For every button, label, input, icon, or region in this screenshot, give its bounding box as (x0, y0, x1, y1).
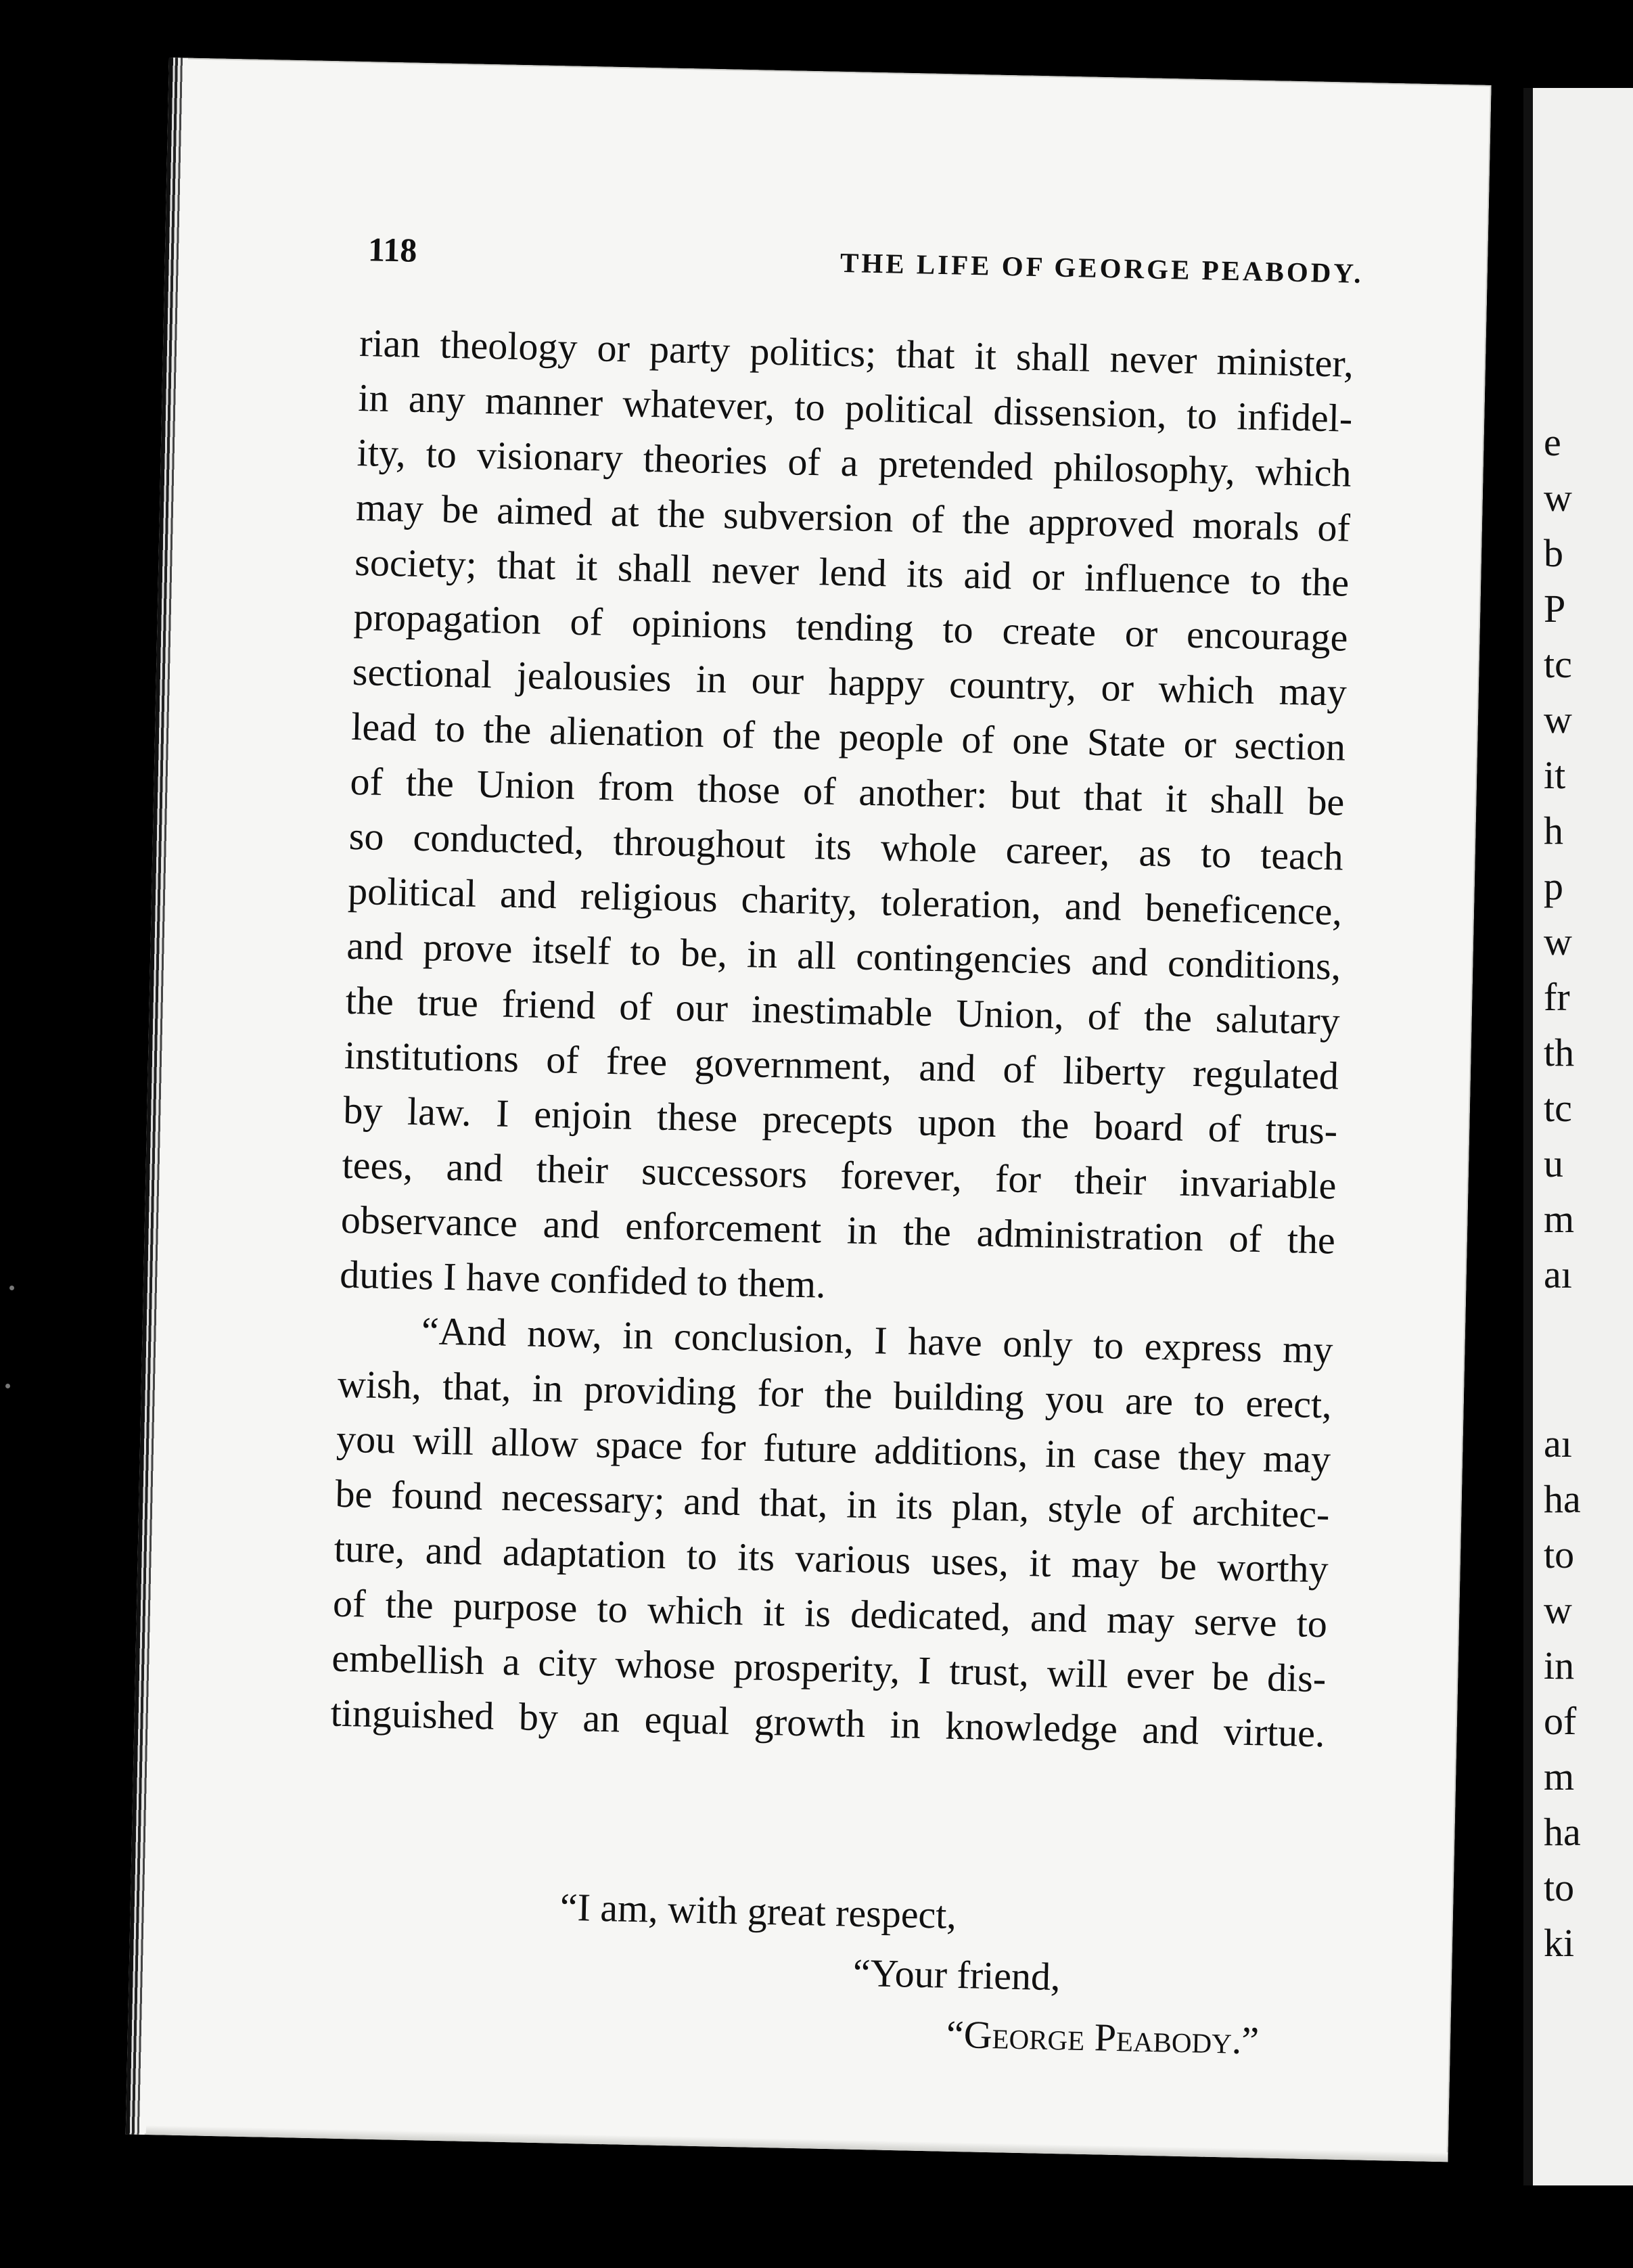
text-line: be found necessary; and that, in its plan, style of architec- (334, 1471, 1330, 1537)
next-page-fragment: aı (1544, 1252, 1572, 1296)
next-page-fragment: to (1544, 1533, 1575, 1577)
next-page-fragment: tc (1544, 1086, 1572, 1130)
next-page-fragment: tc (1544, 642, 1572, 686)
ink-speck (9, 1286, 14, 1290)
text-line: society; that it shall never lend its aid or influence to the (354, 539, 1350, 605)
text-line: by law. I enjoin these precepts upon the board of trus- (342, 1087, 1338, 1153)
next-page-fragment: to (1544, 1865, 1575, 1909)
text-line: rian theology or party politics; that it shall never minister, (359, 320, 1354, 386)
next-page-fragment: b (1544, 531, 1563, 575)
next-page-fragment: w (1544, 476, 1572, 520)
text-line: the true friend of our inestimable Union, of the salutary (345, 978, 1341, 1043)
next-page-fragment: w (1544, 698, 1572, 742)
text-line: in any manner whatever, to political dissension, to infidel- (357, 375, 1353, 440)
text-line: wish, that, in providing for the building you are to erect, (337, 1361, 1333, 1427)
text-line: political and religious charity, toleration, and beneficence, (347, 868, 1343, 934)
next-page-fragment: P (1544, 587, 1566, 631)
next-page-fragment: fr (1544, 975, 1570, 1019)
text-line: propagation of opinions tending to create or encourage (353, 594, 1349, 660)
book-page (126, 58, 1492, 2162)
text-line: so conducted, throughout its whole career, as to teach (348, 813, 1344, 879)
running-title: THE LIFE OF GEORGE PEABODY. (840, 246, 1364, 290)
text-line: observance and enforcement in the administration of the (340, 1197, 1336, 1263)
letter-closing (323, 1872, 1321, 2072)
text-line: duties I have confided to them. (339, 1252, 827, 1307)
next-page-fragment: m (1544, 1754, 1575, 1798)
next-page-fragment: th (1544, 1030, 1575, 1074)
signature: “George Peabody.” (946, 2012, 1260, 2063)
next-page-fragment: m (1544, 1197, 1575, 1241)
page-header (367, 229, 1364, 304)
page-number: 118 (367, 230, 417, 269)
text-line: ity, to visionary theories of a pretended philosophy, which (356, 430, 1352, 495)
next-page-fragment: ki (1544, 1921, 1575, 1965)
text-line: of the purpose to which it is dedicated, and may serve to (332, 1581, 1328, 1646)
closing-line: “Your friend, (852, 1950, 1061, 1999)
next-page-fragment: h (1544, 809, 1563, 853)
next-page-fragment: e (1544, 420, 1561, 464)
text-line: “And now, in conclusion, I have only to express my (338, 1307, 1334, 1372)
text-line: you will allow space for future additions, in case they may (336, 1416, 1331, 1482)
text-line: may be aimed at the subversion of the approved morals of (355, 484, 1351, 550)
text-line: tinguished by an equal growth in knowledge and virtue. (330, 1690, 1326, 1756)
next-page-fragment: u (1544, 1141, 1563, 1185)
text-line: and prove itself to be, in all contingencies and conditions, (346, 923, 1341, 989)
text-line: embellish a city whose prosperity, I trust, will ever be dis- (331, 1635, 1327, 1701)
text-line: lead to the alienation of the people of one State or section (350, 704, 1346, 769)
next-page-fragment: ha (1544, 1477, 1581, 1521)
next-page-fragment: it (1544, 753, 1566, 797)
next-page-fragment: p (1544, 864, 1563, 908)
body-text (330, 315, 1354, 1761)
text-line: tees, and their successors forever, for their invariable (342, 1142, 1337, 1208)
text-line: sectional jealousies in our happy country, or which may (352, 649, 1348, 715)
next-page-fragment: in (1544, 1643, 1575, 1687)
text-line: of the Union from those of another: but that it shall be (349, 758, 1346, 824)
next-page-fragment: of (1544, 1699, 1577, 1743)
next-page-fragment: w (1544, 920, 1572, 963)
ink-speck (961, 2145, 965, 2150)
closing-line: “I am, with great respect, (559, 1884, 957, 1937)
next-page-fragment: aı (1544, 1422, 1572, 1466)
ink-speck (5, 1384, 10, 1388)
text-line: institutions of free government, and of liberty regulated (344, 1033, 1339, 1098)
next-page-fragment: w (1544, 1588, 1572, 1632)
next-page-fragment: ha (1544, 1810, 1581, 1854)
text-line: ture, and adaptation to its various uses, it may be worthy (334, 1526, 1329, 1591)
next-page-edge (1523, 88, 1633, 2185)
